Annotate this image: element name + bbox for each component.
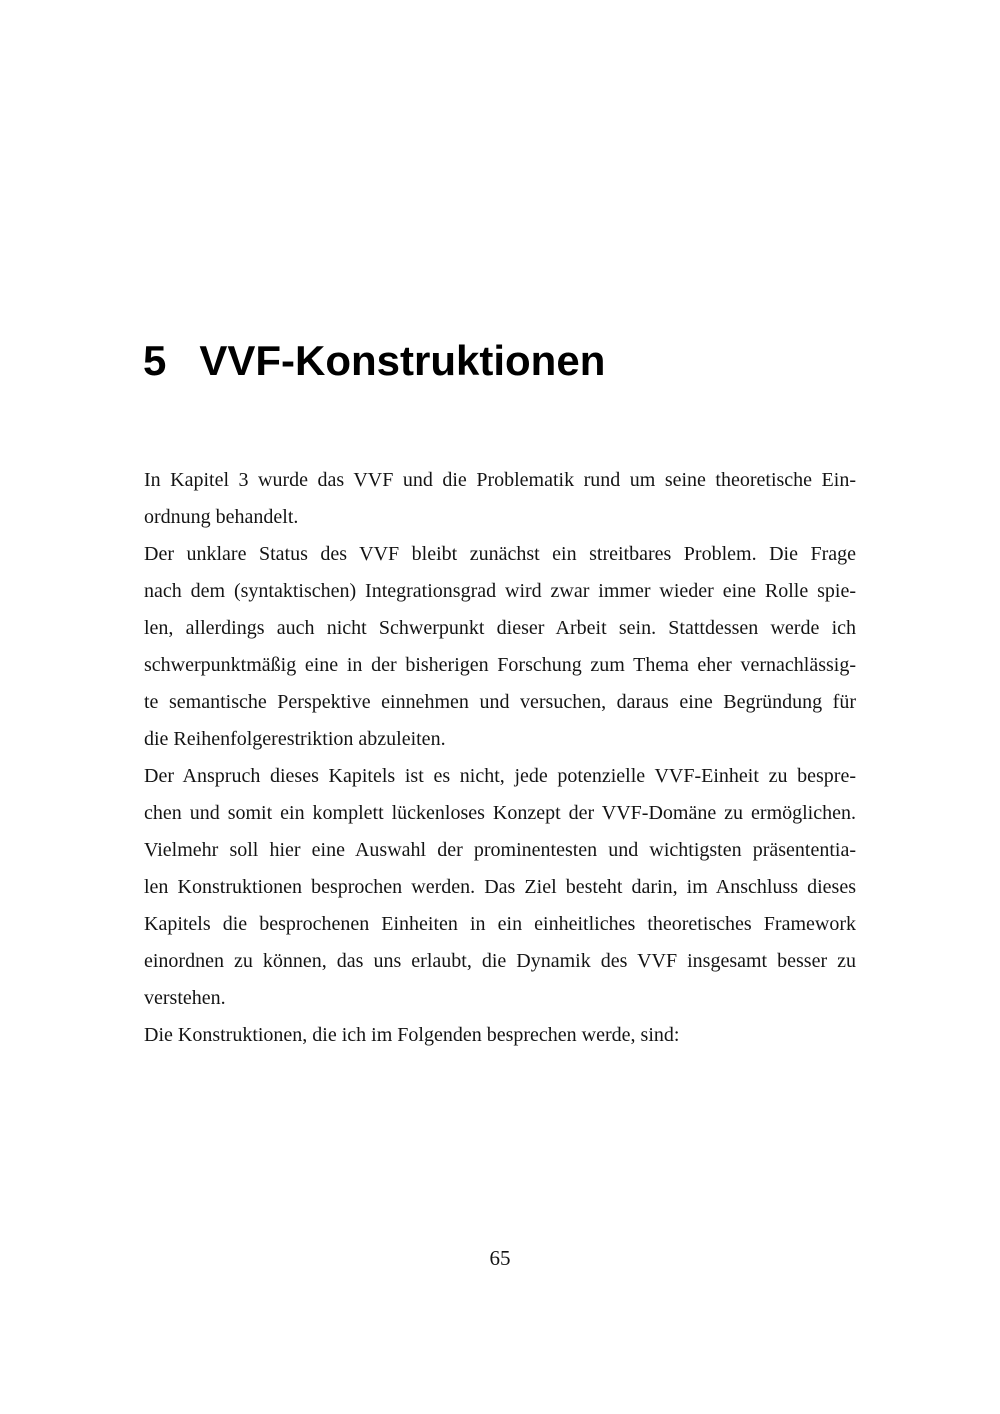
chapter-heading xyxy=(143,336,605,386)
text-line: Kapitels die besprochenen Einheiten in ein einheitliches theoretisches Framework xyxy=(144,913,856,935)
text-line: Der Anspruch dieses Kapitels ist es nicht, jede potenzielle VVF-Einheit zu bespre- xyxy=(144,765,856,787)
text-line: einordnen zu können, das uns erlaubt, die Dynamik des VVF insgesamt besser zu xyxy=(144,950,856,972)
text-line: te semantische Perspektive einnehmen und versuchen, daraus eine Begründung für xyxy=(144,691,856,713)
text-line: In Kapitel 3 wurde das VVF und die Problematik rund um seine theoretische Ein- xyxy=(144,469,856,491)
text-line: Die Konstruktionen, die ich im Folgenden besprechen werde, sind: xyxy=(144,1024,680,1046)
chapter-title: VVF-Konstruktionen xyxy=(199,337,606,384)
text-line: ordnung behandelt. xyxy=(144,506,299,528)
text-line: len Konstruktionen besprochen werden. Das Ziel besteht darin, im Anschluss dieses xyxy=(144,876,856,898)
body-text xyxy=(144,462,856,1054)
text-line: chen und somit ein komplett lückenloses Konzept der VVF-Domäne zu ermöglichen. xyxy=(144,802,856,824)
text-line: Der unklare Status des VVF bleibt zunächst ein streitbares Problem. Die Frage xyxy=(144,543,856,565)
text-line: verstehen. xyxy=(144,987,226,1009)
page-number: 65 xyxy=(489,1246,511,1270)
text-line: Vielmehr soll hier eine Auswahl der prominentesten und wichtigsten präsententia- xyxy=(144,839,856,861)
text-line: len, allerdings auch nicht Schwerpunkt dieser Arbeit sein. Stattdessen werde ich xyxy=(144,617,856,639)
text-line: nach dem (syntaktischen) Integrationsgrad wird zwar immer wieder eine Rolle spie- xyxy=(144,580,856,602)
chapter-number: 5 xyxy=(143,337,167,384)
text-line: die Reihenfolgerestriktion abzuleiten. xyxy=(144,728,446,750)
text-line: schwerpunktmäßig eine in der bisherigen Forschung zum Thema eher vernachlässig- xyxy=(144,654,856,676)
